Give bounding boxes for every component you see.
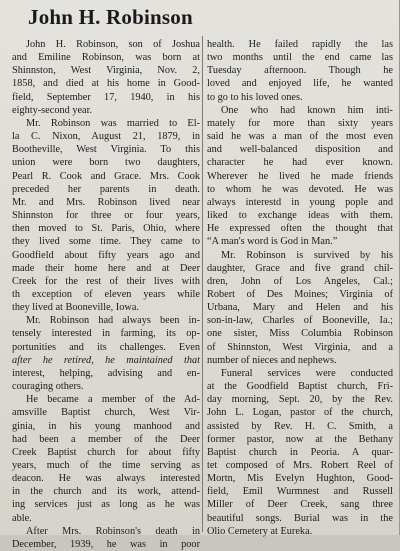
article-line: Pearl R. Cook and Grace. Mrs. Cook [12, 170, 200, 182]
article-line: tet composed of Mrs. Robert Reel of [207, 460, 393, 471]
article-line: Mr. Robinson is survived by his [221, 249, 393, 261]
article-line: ing services just as long as he was [12, 499, 200, 511]
article-line: to go to his loved ones. [207, 91, 303, 103]
article-line: John H. Robinson, son of Joshua [26, 39, 200, 50]
obituary-headline: John H. Robinson [28, 5, 193, 29]
article-column-left [12, 38, 200, 551]
article-line: Mr. Robinson was married to El- [26, 117, 200, 129]
article-line: character he had ever known. [207, 157, 393, 169]
article-line: and Emiline Robinson, was born at [12, 52, 200, 64]
article-line: interest, helping, advising and en- [12, 367, 200, 379]
article-line: loved and enjoyed life, he wanted [207, 78, 393, 90]
article-line: After Mrs. Robinson's death in [26, 525, 200, 537]
article-line: He became a member of the Ad- [26, 394, 200, 406]
article-line: beautiful songs. Burial was in the [207, 512, 393, 524]
article-line: had been a member of the Deer [12, 433, 200, 445]
article-line: Baptist church in Peoria. A quar- [207, 446, 393, 458]
article-line: union were born two daughters, [12, 157, 200, 169]
article-line: la C. Nixon, August 21, 1879, in [12, 131, 200, 143]
article-line: son-in-law, Charles of Booneville, Ia.; [207, 315, 393, 327]
article-line: they lived some time. They came to [12, 236, 200, 248]
article-line: eighty-second year. [12, 104, 93, 116]
article-line: Mortn, Mis Evelyn Hughton, Good- [207, 473, 393, 485]
article-line: He expressed often the thought that [207, 223, 393, 235]
article-line: Tuesday afternoon. Though he [207, 65, 393, 77]
article-line: two months until the end came las [207, 52, 393, 64]
article-line: 1858, and died at his home in Good- [12, 78, 200, 90]
article-line: liked to exchange ideas with them. [207, 210, 393, 222]
article-line: Miller of Deer Creek, sang three [207, 499, 393, 511]
article-line: made their home here and at Deer [12, 262, 200, 274]
article-line: they lived at Booneville, Iowa. [12, 302, 139, 314]
article-line: Mr. Robinson had always been in- [26, 315, 200, 327]
article-line: dren, John of Los Angeles, Cal.; [207, 275, 393, 287]
article-line: to whom he was devoted. He was [207, 183, 393, 195]
article-line: then moved to St. Paris, Ohio, where [12, 223, 200, 235]
article-line: former pastor, now at the Bethany [207, 433, 393, 445]
article-line: daughter, Grace and five grand chil- [207, 262, 393, 274]
article-line: field, September 17, 1940, in his [12, 91, 200, 103]
article-line: Shinnston, West Virginia, Nov. 2, [12, 65, 200, 77]
article-line: at the Goodfield Baptist church, Fri- [207, 381, 393, 393]
article-line: Mr. and Mrs. Robinson lived near [12, 196, 200, 208]
article-line: and well-balanced disposition and [207, 144, 393, 156]
article-line: mately for more than sixty years [207, 117, 393, 129]
article-line: one sister, Miss Columbia Robinson [207, 328, 393, 340]
column-divider [202, 36, 203, 532]
article-line: “A man's word is God in Man.” [207, 236, 338, 248]
article-line: Funeral services were conducted [221, 367, 393, 379]
article-line: after he retired, he maintained that [12, 354, 200, 366]
article-line: said he was a man of the most even [207, 131, 393, 143]
article-line: amsville Baptist church, West Vir- [12, 407, 200, 419]
article-line: December, 1939, he was in poor [12, 538, 200, 550]
article-line: health. He failed rapidly the las [207, 39, 393, 50]
article-line: portunities and its challenges. Even [12, 341, 200, 353]
article-line: Goodfield about fifty years ago and [12, 249, 200, 261]
article-line: day morning, Sept. 20, by the Rev. [207, 394, 393, 406]
article-line: Bootheville, West Virginia. To this [12, 144, 200, 156]
article-line: years, much of the time serving as [12, 460, 200, 471]
article-line: in the church and its work, attend- [12, 486, 200, 498]
article-line: Creek for the rest of their lives with [12, 275, 200, 287]
article-line: of Shinnston, West Virginia, and a [207, 341, 393, 353]
article-line: deacon. He was always interested [12, 473, 200, 485]
article-line: Urbana, Mary and Helen and his [207, 302, 393, 314]
article-line: ginia, in his young manhood and [12, 420, 200, 432]
article-column-right [207, 38, 393, 538]
article-line: preceded her parents in death. [12, 183, 200, 195]
article-line: always interestd in young pople and [207, 196, 393, 208]
article-line: John L. Logan, pastor of the church, [207, 407, 393, 419]
article-line: assisted by Rev. H. C. Smith, a [207, 420, 393, 432]
article-line: Wherever he lived he made friends [207, 170, 393, 182]
article-line: number of nieces and nephews. [207, 354, 337, 366]
article-line: Robert of Des Moines; Virginia of [207, 288, 393, 300]
article-line: th exception of eleven years while [12, 288, 200, 300]
article-line: couraging others. [12, 381, 84, 393]
article-line: Olio Cemetery at Eureka. [207, 525, 313, 537]
article-line: able. [12, 512, 32, 524]
article-line: Shinnston for three or four years, [12, 210, 200, 222]
article-line: Creek Baptist church for about fifty [12, 446, 200, 458]
article-line: tensely interested in farming, its op- [12, 328, 200, 340]
article-line: field, Emil Wurmnest and Russell [207, 486, 393, 498]
article-line: One who had known him inti- [221, 104, 393, 116]
